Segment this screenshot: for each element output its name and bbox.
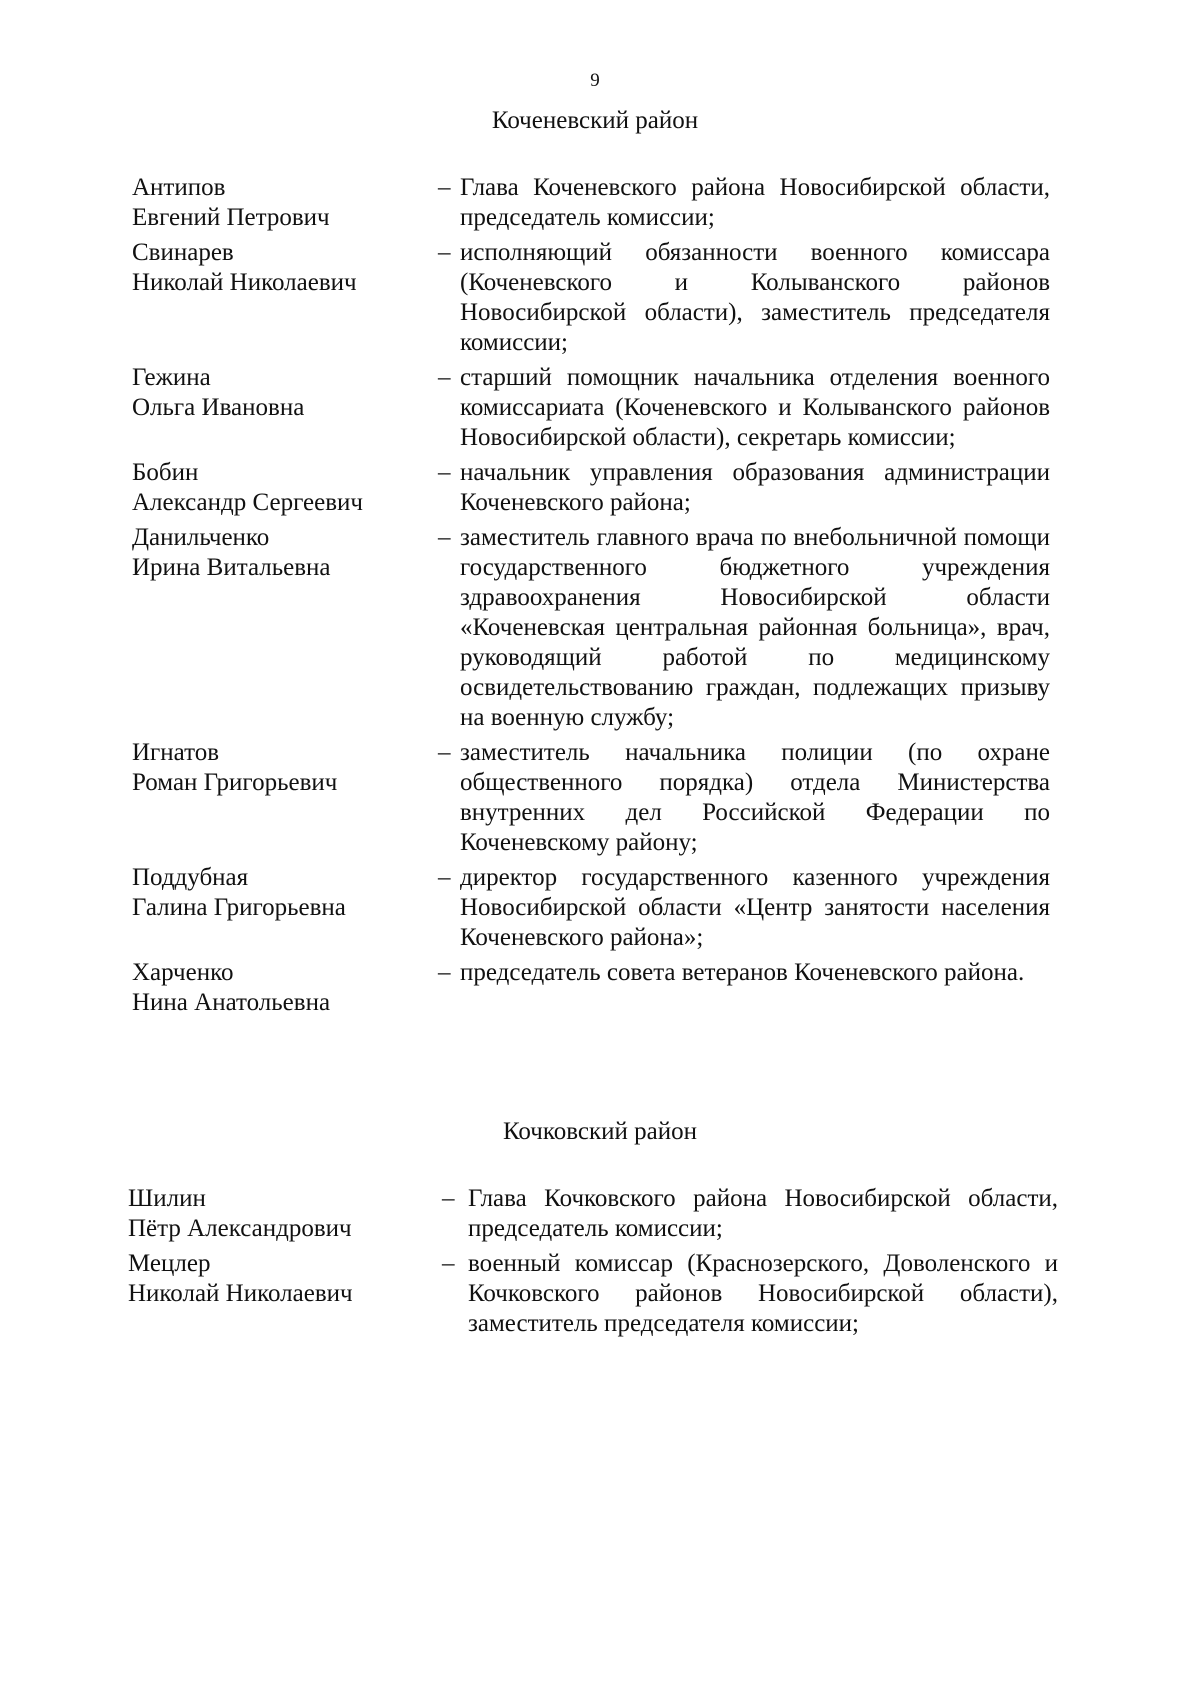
dash-separator: – xyxy=(438,864,451,891)
member-row xyxy=(132,363,1200,453)
dash-separator: – xyxy=(442,1250,455,1277)
member-role: старший помощник начальника отделения военного комиссариата (Коченевского и Колыванского районов Новосибирской области), секретарь комиссии; xyxy=(460,364,1050,451)
member-row xyxy=(132,238,1200,358)
section-kochkovsky-district xyxy=(0,1117,1200,1344)
member-surname: Бобин xyxy=(132,459,199,486)
member-surname: Свинарев xyxy=(132,239,234,266)
member-surname: Поддубная xyxy=(132,864,249,891)
member-surname: Мецлер xyxy=(128,1250,211,1277)
member-name xyxy=(132,738,422,798)
dash-separator: – xyxy=(438,524,451,551)
member-row xyxy=(132,738,1200,858)
member-role: директор государственного казенного учреждения Новосибирской области «Центр занятости населения Коченевского района»; xyxy=(460,864,1050,951)
member-role: председатель совета ветеранов Коченевского района. xyxy=(460,959,1025,986)
member-surname: Харченко xyxy=(132,959,234,986)
member-name xyxy=(132,363,422,423)
member-surname: Гежина xyxy=(132,364,211,391)
member-given-names: Ирина Витальевна xyxy=(132,554,331,581)
section-heading: Коченевский район xyxy=(491,107,699,134)
member-given-names: Роман Григорьевич xyxy=(132,769,338,796)
member-name xyxy=(132,458,422,518)
dash-separator: – xyxy=(438,459,451,486)
member-role: заместитель главного врача по внебольничной помощи государственного бюджетного учреждения здравоохранения Новосибирской области «Коченевская центральная районная больница», врач, руководящий работой по медицинскому освидетельствованию граждан, подлежащих призыву на военную службу; xyxy=(460,524,1050,731)
member-given-names: Александр Сергеевич xyxy=(132,489,363,516)
member-list xyxy=(128,1184,1200,1339)
member-row xyxy=(128,1184,1200,1244)
dash-separator: – xyxy=(438,239,451,266)
member-given-names: Нина Анатольевна xyxy=(132,989,331,1016)
member-given-names: Николай Николаевич xyxy=(132,269,357,296)
member-name xyxy=(128,1184,418,1244)
member-list xyxy=(132,173,1200,1018)
dash-separator: – xyxy=(438,364,451,391)
section-heading: Кочковский район xyxy=(503,1118,697,1145)
member-row xyxy=(132,863,1200,953)
member-role: исполняющий обязанности военного комиссара (Коченевского и Колыванского районов Новосибирской области), заместитель председателя комиссии; xyxy=(460,239,1050,356)
member-given-names: Ольга Ивановна xyxy=(132,394,305,421)
member-surname: Шилин xyxy=(128,1185,206,1212)
member-role: заместитель начальника полиции (по охране общественного порядка) отдела Министерства внутренних дел Российской Федерации по Коченевскому району; xyxy=(460,739,1050,856)
member-role: Глава Коченевского района Новосибирской области, председатель комиссии; xyxy=(460,174,1050,231)
member-surname: Игнатов xyxy=(132,739,220,766)
page-number: 9 xyxy=(590,70,600,91)
dash-separator: – xyxy=(442,1185,455,1212)
member-row xyxy=(128,1249,1200,1339)
member-role: Глава Кочковского района Новосибирской области, председатель комиссии; xyxy=(468,1185,1058,1242)
member-given-names: Евгений Петрович xyxy=(132,204,330,231)
member-name xyxy=(132,523,422,583)
member-row xyxy=(132,173,1200,233)
dash-separator: – xyxy=(438,959,451,986)
member-surname: Данильченко xyxy=(132,524,270,551)
member-given-names: Галина Григорьевна xyxy=(132,894,346,921)
member-name xyxy=(132,173,422,233)
section-kochenevsky-district xyxy=(0,106,1200,1023)
dash-separator: – xyxy=(438,739,451,766)
member-name xyxy=(132,958,422,1018)
member-row xyxy=(132,958,1200,1018)
member-name xyxy=(132,238,422,298)
dash-separator: – xyxy=(438,174,451,201)
member-surname: Антипов xyxy=(132,174,226,201)
member-row xyxy=(132,458,1200,518)
member-given-names: Николай Николаевич xyxy=(128,1280,353,1307)
member-name xyxy=(132,863,422,923)
member-role: начальник управления образования администрации Коченевского района; xyxy=(460,459,1050,516)
member-given-names: Пётр Александрович xyxy=(128,1215,352,1242)
member-row xyxy=(132,523,1200,733)
member-role: военный комиссар (Краснозерского, Доволенского и Кочковского районов Новосибирской области), заместитель председателя комиссии; xyxy=(468,1250,1058,1337)
member-name xyxy=(128,1249,418,1309)
